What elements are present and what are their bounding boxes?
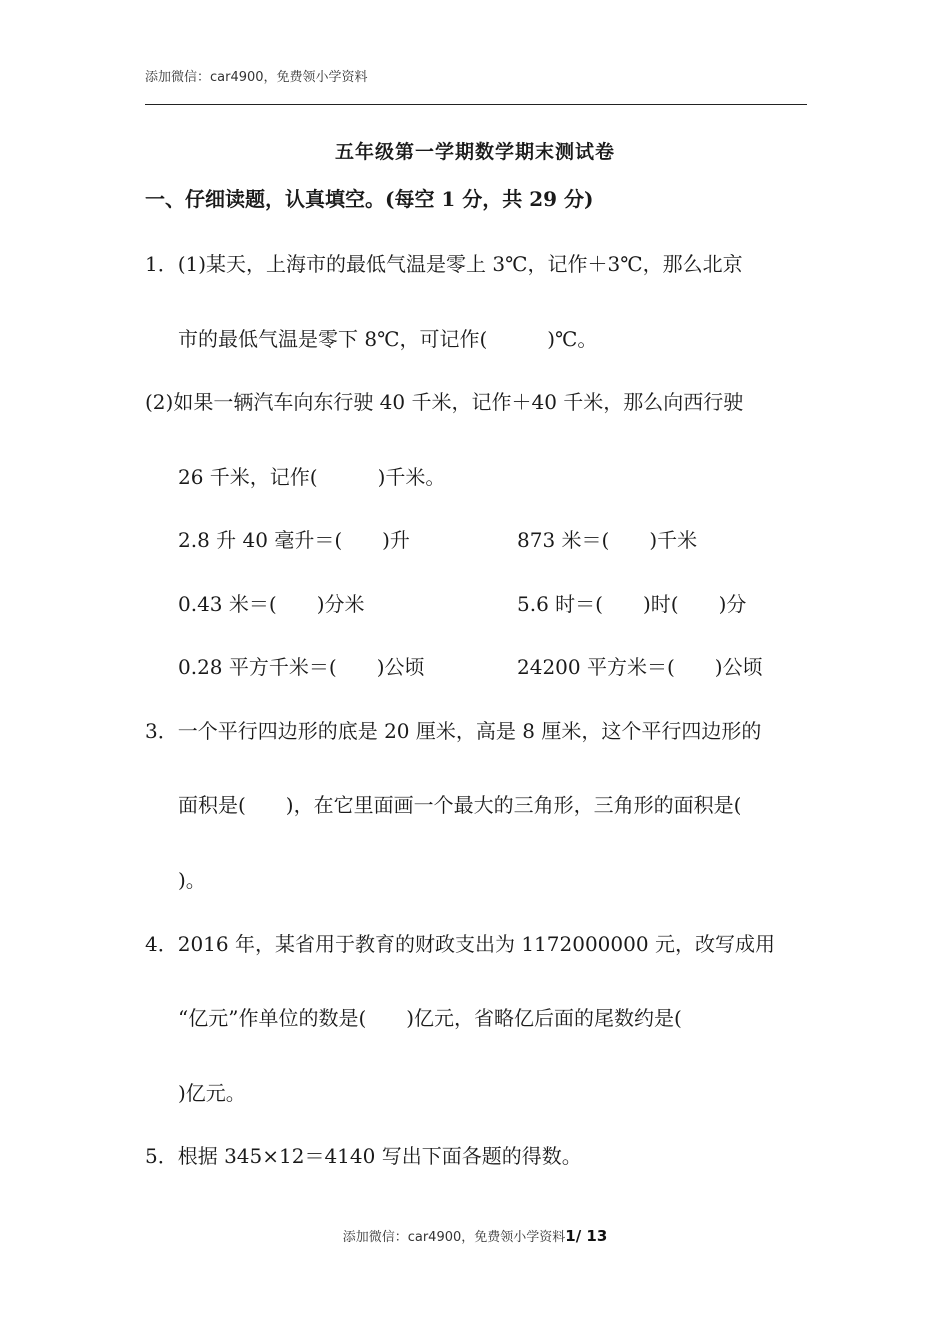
question-4-line3: )亿元。 bbox=[178, 1081, 246, 1105]
section-heading: 一、仔细读题，认真填空。(每空 1 分，共 29 分) bbox=[145, 187, 594, 211]
conversion-item: 24200 平方米＝( )公顷 bbox=[517, 655, 763, 679]
question-1-part1-line1: 1．(1)某天，上海市的最低气温是零上 3℃，记作＋3℃，那么北京 bbox=[145, 252, 743, 276]
question-4-line2: “亿元”作单位的数是( )亿元，省略亿后面的尾数约是( bbox=[178, 1006, 682, 1030]
question-3-line3: )。 bbox=[178, 868, 206, 892]
conversion-item: 2.8 升 40 毫升＝( )升 bbox=[178, 528, 410, 552]
conversion-item: 0.43 米＝( )分米 bbox=[178, 592, 365, 616]
question-1-part2-line2: 26 千米，记作( )千米。 bbox=[178, 465, 446, 489]
footer-note: 添加微信：car4900，免费领小学资料 bbox=[342, 1230, 566, 1245]
footer bbox=[0, 1226, 950, 1245]
question-5-line1: 5．根据 345×12＝4140 写出下面各题的得数。 bbox=[145, 1144, 582, 1168]
page-number: 1/ 13 bbox=[565, 1227, 608, 1245]
header-note: 添加微信：car4900，免费领小学资料 bbox=[145, 70, 368, 85]
conversion-item: 873 米＝( )千米 bbox=[517, 528, 698, 552]
question-4-line1: 4．2016 年，某省用于教育的财政支出为 1172000000 元，改写成用 bbox=[145, 932, 775, 956]
question-3-line1: 3．一个平行四边形的底是 20 厘米，高是 8 厘米，这个平行四边形的 bbox=[145, 719, 762, 743]
header-divider bbox=[145, 104, 807, 105]
conversion-item: 5.6 时＝( )时( )分 bbox=[517, 592, 747, 616]
question-3-line2: 面积是( )，在它里面画一个最大的三角形，三角形的面积是( bbox=[178, 793, 742, 817]
question-1-part2-line1: (2)如果一辆汽车向东行驶 40 千米，记作＋40 千米，那么向西行驶 bbox=[145, 390, 744, 414]
page-title: 五年级第一学期数学期末测试卷 bbox=[334, 141, 615, 163]
question-1-part1-line2: 市的最低气温是零下 8℃，可记作( )℃。 bbox=[178, 327, 598, 351]
conversion-item: 0.28 平方千米＝( )公顷 bbox=[178, 655, 425, 679]
